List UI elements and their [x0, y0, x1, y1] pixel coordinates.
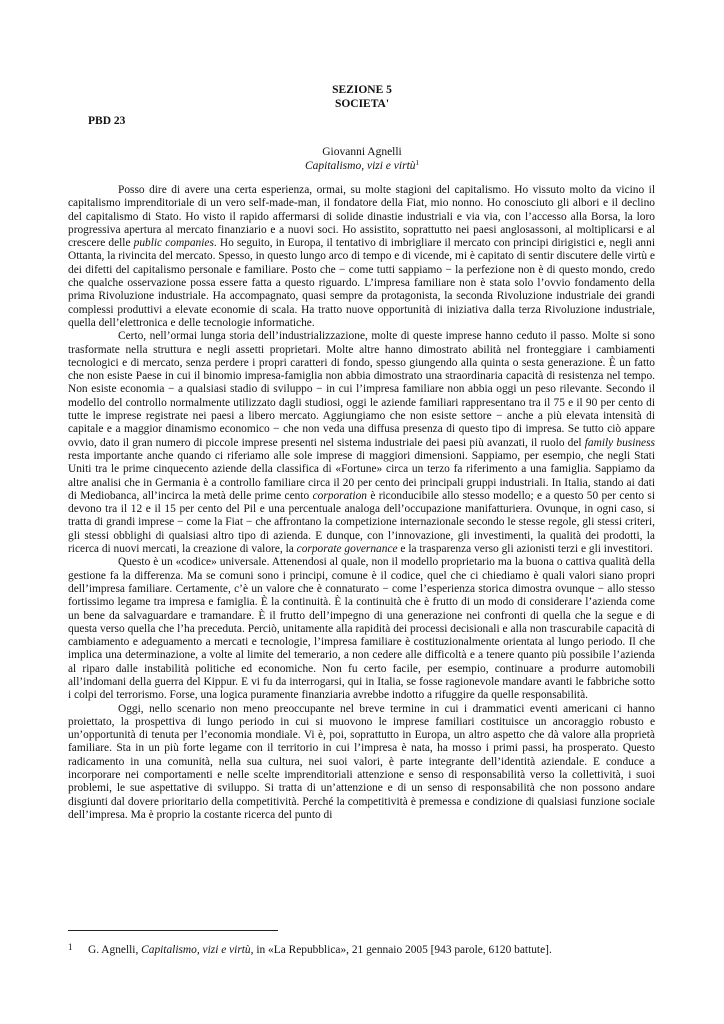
- section-header: [0, 83, 724, 111]
- italic-term: family business: [584, 436, 655, 449]
- paragraph: [68, 330, 655, 556]
- footnote-marker: 1: [415, 159, 420, 167]
- text-run: Posso dire di avere una certa esperienza, ormai, su molte stagioni del capitalismo. Ho vissuto molto da vicino il capitalismo imprenditoriale di un vero self-made-man, il fondatore della Fiat, mio nonno. Ho conosciuto gli albori e il declino del capitalismo di Stato. Ho visto il rapido affermarsi di solide dinastie industriali e via via, con l’accesso alla Borsa, la loro progressiva apertura al mercato finanziario e a nuovi soci. Ho assistito, soprattutto nei paesi anglosassoni, al moltiplicarsi e al crescere delle: [68, 184, 655, 250]
- text-run: e la trasparenza verso gli azionisti terzi e gli investitori.: [397, 543, 653, 556]
- footnote-author: G. Agnelli,: [88, 944, 142, 956]
- footnote: [68, 940, 655, 957]
- paragraph: [68, 703, 655, 823]
- article-byline: [0, 145, 724, 173]
- paragraph: [68, 184, 655, 330]
- footnote-number: 1: [68, 942, 73, 952]
- footnote-title: Capitalismo, vizi e virtù: [141, 944, 251, 956]
- text-run: resta importante anche quando ci riferiamo alle sole imprese di maggiori dimensioni. Sappiamo, per esempio, che negli Stati Uniti tra le prime cinquecento aziende della classifica di «Fortune» circa un terzo fa riferimento a una famiglia. Sappiamo da altre analisi che in Germania è a controllo familiare circa il 20 per cento dei principali gruppi industriali. In Italia, stando ai dati di Mediobanca, all’incirca la metà delle prime cento: [68, 449, 655, 502]
- text-run: . Ho seguito, in Europa, il tentativo di imbrigliare il mercato con principi dirigistici e, negli anni Ottanta, la rivincita del mercato. Spesso, in questo lungo arco di tempo e di vicende, mi è capitato di sentir discutere delle virtù e dei difetti del capitalismo personale e familiare. Posto che − come tutti sappiamo − la perfezione non è di questo mondo, credo che qualche osservazione possa essere fatta a questo riguardo. L’impresa familiare non è stata solo l’ovvio fondamento della prima Rivoluzione industriale. Ha accompagnato, quasi sempre da protagonista, la seconda Rivoluzione industriale dei grandi complessi produttivi a elevate economie di scala. Ha tratto nuove opportunità di iniziativa dalla terza Rivoluzione industriale, quella dell’elettronica e delle tecnologie informatiche.: [68, 237, 655, 329]
- italic-term: corporate governance: [296, 543, 398, 556]
- footnote-separator: [68, 930, 278, 931]
- footnote-source: , in «La Repubblica», 21 gennaio 2005 [943 parole, 6120 battute].: [250, 944, 552, 956]
- text-run: è riconducibile allo stesso modello; e a questo 50 per cento si devono tra il 12 e il 15 per cento del Pil e una percentuale analoga dell’occupazione manifatturiera. Ovunque, in ogni caso, si tratta di grandi imprese − come la Fiat − che affrontano la competizione internazionale secondo le stesse regole, gli stessi criteri, gli stessi obblighi di qualsiasi altro tipo di azienda. E dunque, con l’innovazione, gli investimenti, la qualità dei prodotti, la ricerca di nuovi mercati, la creazione di valore, la: [68, 489, 655, 556]
- subsection-title: SOCIETA': [334, 98, 390, 110]
- text-run: Certo, nell’ormai lunga storia dell’industrializzazione, molte di queste imprese hanno ceduto il passo. Molte si sono trasformate nella struttura e negli assetti proprietari. Molte altre hanno dimostrato abilità nel fronteggiare i cambiamenti tecnologici e di mercato, senza perdere i propri caratteri di fondo, spesso giungendo alla quinta o sesta generazione. È un fatto che non esiste Paese in cui il binomio impresa-famiglia non abbia dimostrato una straordinaria capacità di resistenza nel tempo. Non esiste economia − a qualsiasi stadio di sviluppo − in cui l’impresa familiare non abbia oggi un peso rilevante. Secondo il modello del controllo normalmente utilizzato dagli studiosi, oggi le aziende familiari rappresentano tra il 75 e il 90 per cento di tutte le imprese registrate nei paesi a libero mercato. Aggiungiamo che non esiste settore − anche a più elevata intensità di capitale e a maggior dinamismo economico − che non veda una diffusa presenza di questo tipo di impresa. Se tutto ciò appare ovvio, dato il gran numero di piccole imprese presenti nel sistema industriale dei paesi più avanzati, il ruolo del: [68, 330, 655, 449]
- section-title: SEZIONE 5: [332, 84, 392, 96]
- article-body: [68, 184, 655, 822]
- italic-term: public companies: [133, 237, 214, 250]
- text-run: Oggi, nello scenario non meno preoccupante nel breve termine in cui i drammatici eventi americani ci hanno proiettato, la prospettiva di lungo periodo in cui si muovono le imprese familiari costituisce un ancoraggio robusto e un’opportunità di tenuta per l’economia mondiale. Vi è, poi, soprattutto in Europa, un altro aspetto che dà valore alla proprietà familiare. Sta in un più forte legame con il territorio in cui l’impresa è nata, ha mosso i primi passi, ha prosperato. Questo radicamento in una comunità, nella sua cultura, nei suoi valori, è parte integrante dell’identità aziendale. E conduce a incorporare nei comportamenti e nelle scelte imprenditoriali attenzione e senso di responsabilità verso la collettività, i suoi problemi, le sue aspettative di sviluppo. Si tratta di un’attenzione e di un senso di responsabilità che non possono andare disgiunti dal dovere prioritario della competitività. Perché la competitività è premessa e condizione di qualsiasi funzione sociale dell’impresa. Ma è proprio la costante ricerca del punto di: [68, 702, 655, 821]
- text-run: Questo è un «codice» universale. Attenendosi al quale, non il modello proprietario ma la buona o cattiva qualità della gestione fa la differenza. Ma se comuni sono i principi, comune è il codice, quel che ci chiediamo è quali valori siano propri dell’impresa familiare. Certamente, c’è un valore che è connaturato − come l’esperienza storica dimostra ovunque − allo stesso fortissimo legame tra impresa e famiglia. È la continuità. È la continuità che è frutto di un modo di considerare l’azienda come un bene da salvaguardare e tramandare. È il frutto dell’impegno di una generazione nei confronti di quella che la segue e di questa verso quella che l’ha preceduta. Perciò, unitamente alla rapidità dei processi decisionali e alla non trascurabile capacità di cambiamento e adeguamento a mercati e tecnologie, l’impresa familiare è costituzionalmente orientata al lungo periodo. Il che implica una determinazione, a volte al limite del temerario, a non cedere alle difficoltà e a tenere quanto più possibile l’azienda al riparo dalle instabilità politiche ed economiche. Non fu certo facile, per esempio, continuare a produrre automobili all’indomani della guerra del Kippur. E vi fu da interrogarsi, qui in Italia, se fosse ragionevole mandare avanti le fabbriche sotto i colpi del terrorismo. Forse, una logica puramente finanziaria avrebbe indotto a rifuggire da quelle responsabilità.: [68, 556, 655, 702]
- paragraph: [68, 556, 655, 702]
- author-name: Giovanni Agnelli: [322, 146, 402, 158]
- article-title: Capitalismo, vizi e virtù: [304, 160, 416, 172]
- italic-term: corporation: [312, 489, 367, 502]
- article-title-line: [0, 159, 724, 173]
- document-code: PBD 23: [88, 115, 126, 127]
